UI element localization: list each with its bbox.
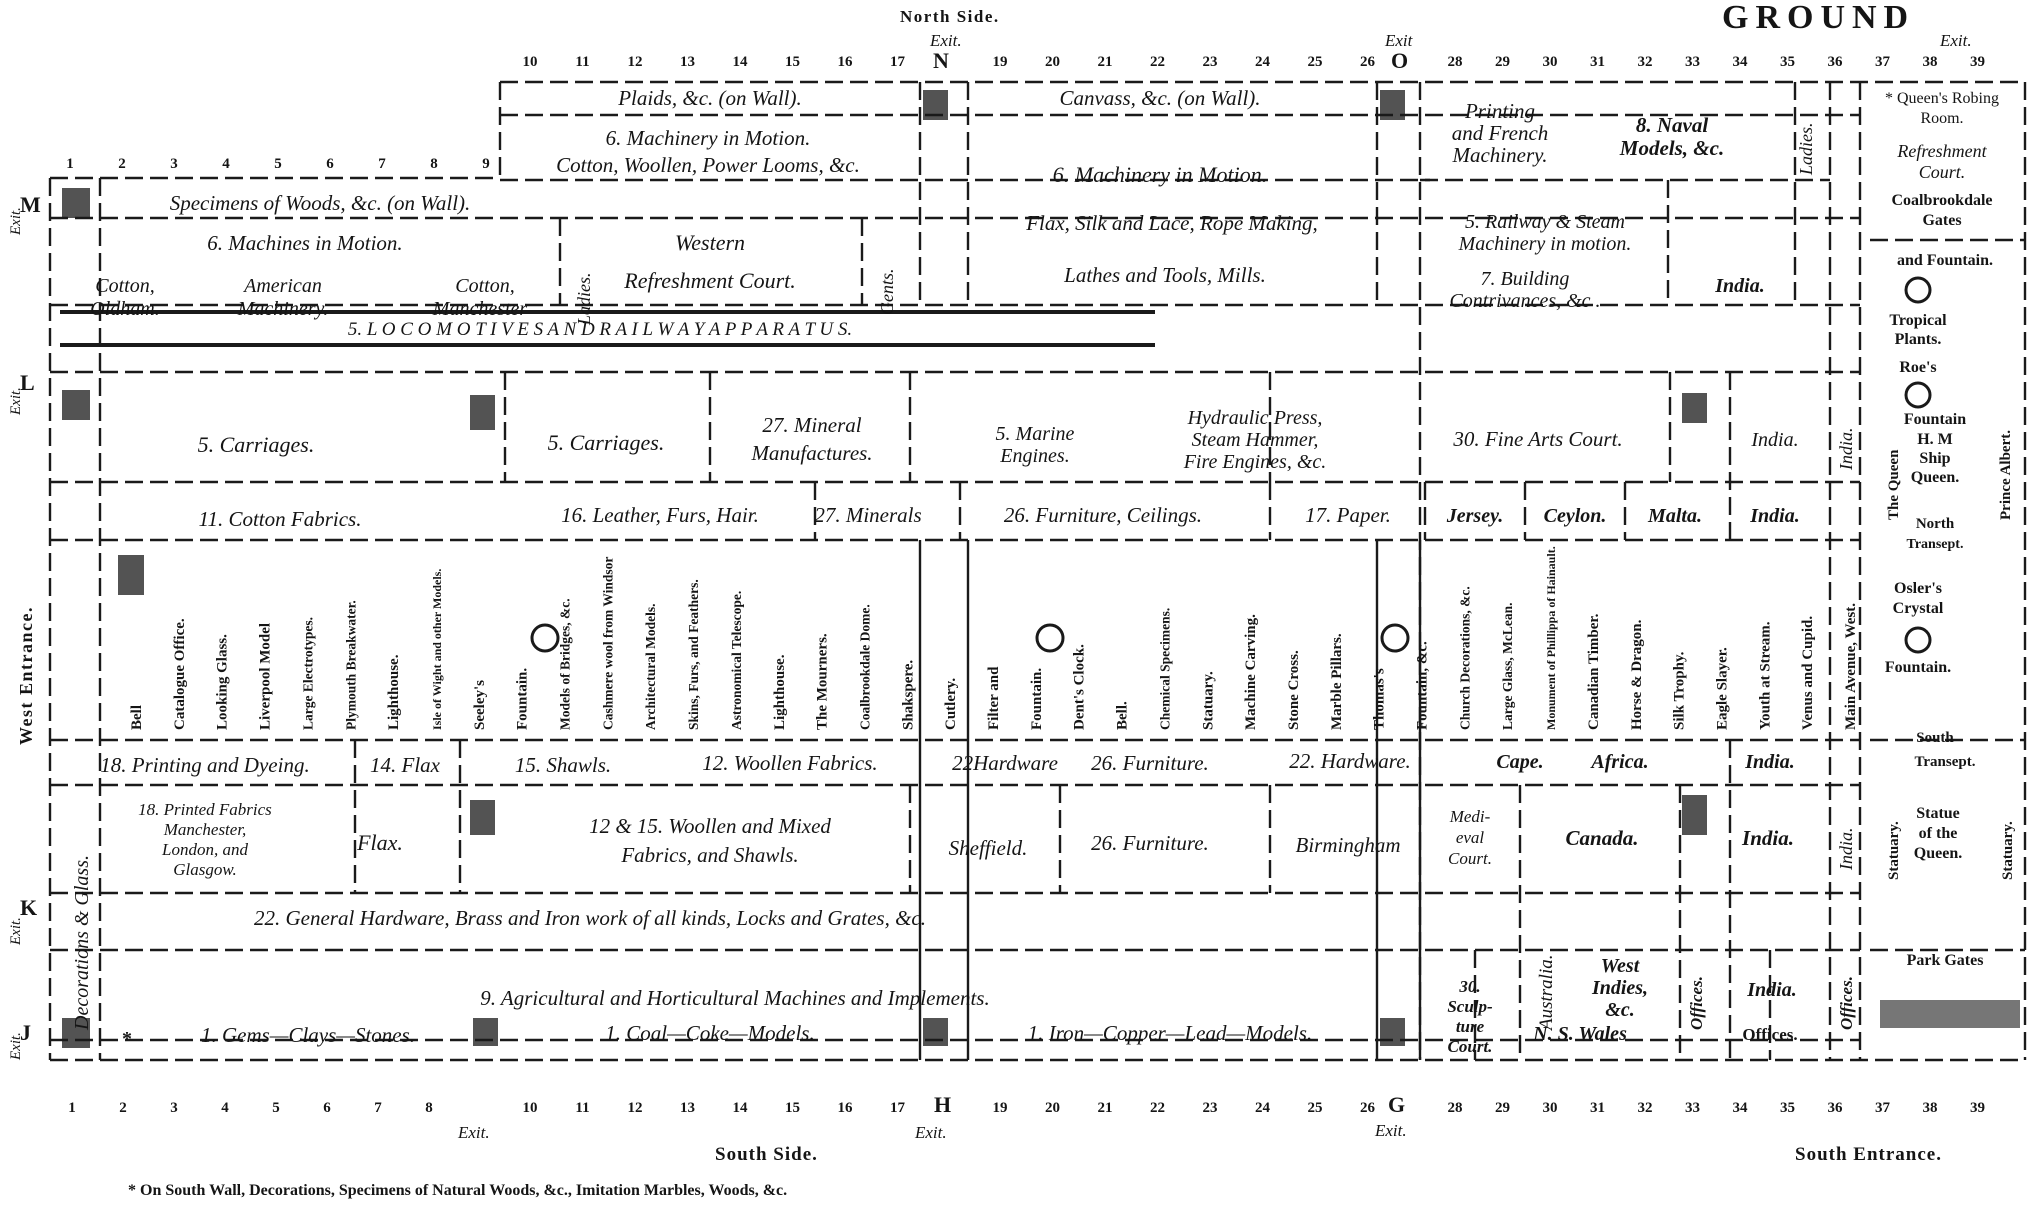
woollen-mixed-label-2: Fabrics, and Shawls. xyxy=(621,843,799,867)
column-number: 22 xyxy=(1150,1100,1165,1116)
offices-label-3: Offices. xyxy=(1742,1025,1798,1044)
column-number: 16 xyxy=(837,1100,853,1116)
general-hardware-label: 22. General Hardware, Brass and Iron work of all kinds, Locks and Grates, &c. xyxy=(254,906,926,930)
west-indies-label-1: West xyxy=(1600,955,1640,977)
nave-exhibit-label: Cutlery. xyxy=(943,677,960,730)
gents-label: Gents. xyxy=(877,268,897,315)
west-entrance-label: West Entrance. xyxy=(16,606,36,745)
column-number: 9 xyxy=(482,156,490,172)
flax-silk-label: Flax, Silk and Lace, Rope Making, xyxy=(1026,211,1318,235)
fine-arts-court-label: 30. Fine Arts Court. xyxy=(1453,427,1623,451)
india-label-6: India. xyxy=(1747,979,1797,1001)
nave-exhibit-label: Fountain. xyxy=(514,667,531,730)
gate-letter-m: M xyxy=(20,192,41,217)
nave-exhibit-label: Skins, Furs, and Feathers. xyxy=(686,579,702,730)
nave-exhibit-labels xyxy=(129,546,1859,730)
column-number: 29 xyxy=(1495,54,1510,70)
roes-label: Roe's xyxy=(1899,359,1937,376)
marine-engines-label-1: 5. Marine xyxy=(995,423,1075,445)
column-number: 3 xyxy=(170,156,178,172)
nave-exhibit-label: Eagle Slayer. xyxy=(1714,647,1731,730)
india-label-2: India. xyxy=(1751,429,1799,451)
nave-exhibit-label: Chemical Specimens. xyxy=(1157,607,1173,730)
american-machinery-label-2: Machinery. xyxy=(237,298,329,320)
india-label-4: India. xyxy=(1745,751,1795,773)
hm-ship-label-1: H. M xyxy=(1917,431,1953,448)
column-number: 16 xyxy=(837,54,853,70)
column-number: 30 xyxy=(1542,1100,1558,1116)
nave-exhibit-label: Lighthouse. xyxy=(386,654,403,730)
robing-room-label-1: * Queen's Robing xyxy=(1885,90,1999,107)
exit-label-south-1: Exit. xyxy=(458,1123,490,1142)
hm-ship-label-2: Ship xyxy=(1919,450,1951,467)
ns-wales-label: N. S. Wales xyxy=(1533,1023,1627,1045)
nave-exhibit-label: Large Glass, McLean. xyxy=(1500,602,1516,730)
stair-block xyxy=(470,800,495,835)
plaids-label: Plaids, &c. (on Wall). xyxy=(618,86,802,110)
exit-label-j: Exit. xyxy=(8,1032,24,1060)
nave-exhibit-label: Large Electrotypes. xyxy=(300,617,316,730)
footnote: * On South Wall, Decorations, Specimens of Natural Woods, &c., Imitation Marbles, Woods, &c. xyxy=(128,1182,788,1199)
nave-exhibit-label: Horse & Dragon. xyxy=(1628,619,1645,730)
column-number: 23 xyxy=(1202,1100,1218,1116)
stair-block xyxy=(1380,1018,1405,1046)
medieval-court-label-3: Court. xyxy=(1448,849,1492,868)
gate-letter-j: J xyxy=(20,1020,31,1045)
column-number: 1 xyxy=(68,1100,76,1116)
column-number: 19 xyxy=(992,54,1008,70)
offices-label-vertical-2: Offices. xyxy=(1837,976,1856,1030)
nave-exhibit-label: Dent's Clock. xyxy=(1071,644,1088,730)
nave-exhibit-label: Youth at Stream. xyxy=(1757,621,1774,730)
gems-label: 1. Gems—Clays—Stones. xyxy=(200,1023,416,1047)
column-number: 34 xyxy=(1732,54,1748,70)
column-number: 19 xyxy=(992,1100,1008,1116)
cotton-manchester-label-2: Manchester xyxy=(432,298,528,320)
printing-dyeing-label: 18. Printing and Dyeing. xyxy=(100,753,310,777)
printed-fabrics-label-4: Glasgow. xyxy=(173,860,237,879)
and-fountain-label: and Fountain. xyxy=(1896,252,1994,269)
column-number: 28 xyxy=(1447,54,1463,70)
column-number: 38 xyxy=(1922,1100,1938,1116)
column-number: 25 xyxy=(1307,54,1323,70)
tropical-plants-label-2: Plants. xyxy=(1894,331,1942,348)
gate-letter-l: L xyxy=(20,370,35,395)
furniture-label-1: 26. Furniture. xyxy=(1091,751,1209,775)
column-number: 4 xyxy=(221,1100,229,1116)
column-number: 35 xyxy=(1780,1100,1795,1116)
column-number: 24 xyxy=(1255,1100,1270,1116)
nave-exhibit-label: Seeley's xyxy=(471,680,488,730)
coalbrookdale-gates-label-2: Gates xyxy=(1922,212,1962,229)
mineral-manufactures-label-2: Manufactures. xyxy=(751,441,873,465)
column-number: 20 xyxy=(1045,54,1060,70)
nave-exhibit-label: Monument of Phillippa of Hainault. xyxy=(1544,546,1558,730)
agricultural-label: 9. Agricultural and Horticultural Machines and Implements. xyxy=(480,986,990,1010)
birmingham-label: Birmingham xyxy=(1295,833,1401,857)
the-queen-label: The Queen xyxy=(1886,449,1902,520)
column-number: 12 xyxy=(627,1100,643,1116)
cotton-oldham-label-2: Oldham. xyxy=(90,298,160,320)
stair-block xyxy=(1682,393,1707,423)
north-transept-label-1: North xyxy=(1915,516,1955,532)
nave-exhibit-label: Bell. xyxy=(1114,701,1131,730)
india-label-5: India. xyxy=(1742,826,1794,850)
gate-letter-h: H xyxy=(934,1092,952,1117)
naval-models-label-1: 8. Naval xyxy=(1635,113,1709,137)
cotton-oldham-label-1: Cotton, xyxy=(95,275,155,297)
fountain-circle xyxy=(1906,628,1930,652)
stair-block xyxy=(470,395,495,430)
column-number: 14 xyxy=(732,1100,748,1116)
stair-block xyxy=(923,1018,948,1046)
column-number: 23 xyxy=(1202,54,1218,70)
column-number: 34 xyxy=(1732,1100,1748,1116)
machinery-motion-label-2: 6. Machinery in Motion. xyxy=(1052,162,1268,187)
hydraulic-press-label-1: Hydraulic Press, xyxy=(1187,407,1323,429)
nave-exhibit-label: Liverpool Model xyxy=(257,622,274,730)
west-gates xyxy=(8,192,41,1061)
nave-exhibit-label: Models of Bridges, &c. xyxy=(557,598,573,730)
india-label-1: India. xyxy=(1715,275,1765,297)
nave-exhibit-label: Bell xyxy=(129,705,145,730)
nave-exhibit-label: Looking Glass. xyxy=(214,634,231,730)
column-number: 7 xyxy=(378,156,386,172)
column-number: 2 xyxy=(118,156,126,172)
decorations-glass-label: Decorations & Glass. xyxy=(71,855,93,1030)
column-number: 13 xyxy=(680,1100,695,1116)
column-number: 21 xyxy=(1097,1100,1113,1116)
australia-label: Australia. xyxy=(1536,954,1557,1030)
nave-exhibit-label: Fountain, &c. xyxy=(1414,641,1431,730)
flax-label-2: Flax. xyxy=(357,830,403,855)
refreshment-court-label-2: Court. xyxy=(1918,162,1966,182)
hm-ship-label-3: Queen. xyxy=(1910,469,1960,486)
column-number: 4 xyxy=(222,156,230,172)
india-label-vertical-1: India. xyxy=(1836,427,1856,470)
column-number: 30 xyxy=(1542,54,1558,70)
column-number: 32 xyxy=(1637,54,1653,70)
cotton-fabrics-label: 11. Cotton Fabrics. xyxy=(198,507,362,531)
column-number: 8 xyxy=(425,1100,433,1116)
column-number: 29 xyxy=(1495,1100,1510,1116)
column-number: 8 xyxy=(430,156,438,172)
south-transept-label-2: Transept. xyxy=(1914,754,1976,770)
building-contrivances-label-2: Contrivances, &c . xyxy=(1449,290,1601,312)
sculpture-court-label-2: Sculp- xyxy=(1447,997,1493,1016)
column-number: 10 xyxy=(522,54,538,70)
printed-fabrics-label-1: 18. Printed Fabrics xyxy=(138,800,272,819)
footer xyxy=(128,1092,1942,1199)
oslers-fountain-label-1: Osler's xyxy=(1894,580,1942,597)
gate-letter-n: N xyxy=(933,48,949,73)
printed-fabrics-label-2: Manchester, xyxy=(163,820,247,839)
nave-exhibit-label: Church Decorations, &c. xyxy=(1457,586,1473,730)
nave-exhibit-label: Statuary. xyxy=(1200,671,1217,730)
nave-exhibit-label: Plymouth Breakwater. xyxy=(343,600,359,730)
nave-exhibit-label: Architectural Models. xyxy=(643,603,659,730)
column-number: 5 xyxy=(274,156,282,172)
column-number: 17 xyxy=(890,1100,905,1116)
nave-exhibit-label: Machine Carving. xyxy=(1243,614,1260,730)
furniture-ceilings-label: 26. Furniture, Ceilings. xyxy=(1003,503,1203,527)
marine-engines-label-2: Engines. xyxy=(1000,445,1070,467)
naval-models-label-2: Models, &c. xyxy=(1619,136,1725,160)
column-number: 21 xyxy=(1097,54,1113,70)
fountain-circle xyxy=(532,625,558,651)
plan-title: GROUND xyxy=(1722,0,1916,36)
medieval-court-label-2: eval xyxy=(1455,828,1485,847)
locomotives-label: 5. L O C O M O T I V E S A N D R A I L W A Y A P P A R A T U S. xyxy=(347,319,853,340)
stair-block xyxy=(62,390,90,420)
south-row-labels xyxy=(71,800,1856,1056)
railway-steam-label-1: 5. Railway & Steam xyxy=(1465,211,1625,233)
exit-label-l: Exit. xyxy=(8,387,24,415)
column-number: 15 xyxy=(785,1100,800,1116)
column-number: 39 xyxy=(1970,54,1985,70)
printing-machinery-label-1: Printing xyxy=(1464,99,1536,123)
printing-machinery-label-3: Machinery. xyxy=(1452,143,1548,167)
fountain-circle xyxy=(1037,625,1063,651)
stair-block xyxy=(62,188,90,218)
column-number: 35 xyxy=(1780,54,1795,70)
west-indies-label-2: Indies, xyxy=(1591,977,1649,999)
column-number: 5 xyxy=(272,1100,280,1116)
nave-exhibit-label: Main Avenue, West. xyxy=(1843,603,1859,730)
leather-furs-label: 16. Leather, Furs, Hair. xyxy=(561,503,759,527)
header xyxy=(900,0,1972,73)
fountain-circle xyxy=(1906,383,1930,407)
stair-block xyxy=(473,1018,498,1046)
column-number: 6 xyxy=(323,1100,331,1116)
nave-exhibit-label: Catalogue Office. xyxy=(171,618,188,730)
hydraulic-press-label-3: Fire Engines, &c. xyxy=(1183,451,1327,473)
printed-fabrics-label-3: London, and xyxy=(162,840,248,859)
cape-label: Cape. xyxy=(1496,751,1544,773)
prince-albert-label: Prince Albert. xyxy=(1998,430,2014,520)
paper-label: 17. Paper. xyxy=(1305,503,1391,527)
woollen-mixed-label-1: 12 & 15. Woollen and Mixed xyxy=(589,814,831,838)
malta-label: Malta. xyxy=(1648,505,1702,527)
coalbrookdale-gates-label-1: Coalbrookdale xyxy=(1891,192,1993,209)
coal-coke-label: 1. Coal—Coke—Models. xyxy=(605,1021,815,1045)
sculpture-court-label-4: Court. xyxy=(1447,1037,1493,1056)
statuary-label-1: Statuary. xyxy=(1886,821,1902,880)
carriage-row-labels xyxy=(198,407,1856,473)
machinery-motion-label-1: 6. Machinery in Motion. xyxy=(605,126,811,150)
column-number: 28 xyxy=(1447,1100,1463,1116)
printing-machinery-label-2: and French xyxy=(1451,121,1549,145)
machinery-motion-detail-1: Cotton, Woollen, Power Looms, &c. xyxy=(556,153,860,177)
avenue-north-labels xyxy=(199,503,1800,531)
column-number: 13 xyxy=(680,54,695,70)
column-number: 22 xyxy=(1150,54,1165,70)
roes-fountain-label: Fountain xyxy=(1903,411,1967,428)
star-marker: * xyxy=(122,1028,132,1050)
column-number: 38 xyxy=(1922,54,1938,70)
exit-label-k: Exit. xyxy=(8,917,24,945)
column-number: 36 xyxy=(1827,1100,1843,1116)
nave-exhibit-label: Filter and xyxy=(986,666,1002,730)
exit-label-south-g: Exit. xyxy=(1375,1121,1407,1140)
ceylon-label: Ceylon. xyxy=(1543,505,1607,527)
column-number: 31 xyxy=(1590,1100,1605,1116)
canvass-label: Canvass, &c. (on Wall). xyxy=(1059,86,1261,110)
transept-labels xyxy=(1885,90,2016,969)
gate-letter-g: G xyxy=(1388,1092,1406,1117)
column-number: 26 xyxy=(1360,54,1375,70)
ladies-label-right: Ladies. xyxy=(1796,122,1816,175)
south-transept-label-1: South xyxy=(1916,730,1954,746)
india-label-vertical-2: India. xyxy=(1836,827,1856,870)
flax-14-label: 14. Flax xyxy=(370,753,440,777)
column-number: 24 xyxy=(1255,54,1270,70)
nave-exhibit-label: Astronomical Telescope. xyxy=(728,590,744,730)
stair-block xyxy=(1880,1000,2020,1028)
oslers-fountain-label-3: Fountain. xyxy=(1884,659,1952,676)
nave-exhibit-label: Canadian Timber. xyxy=(1585,613,1602,730)
nave-exhibit-label: Stone Cross. xyxy=(1286,650,1302,730)
column-number: 1 xyxy=(66,156,74,172)
oslers-fountain-label-2: Crystal xyxy=(1892,600,1944,617)
nave-exhibit-label: Isle of Wight and other Models. xyxy=(429,568,444,730)
specimens-label: Specimens of Woods, &c. (on Wall). xyxy=(169,191,471,215)
american-machinery-label-1: American xyxy=(244,275,322,297)
nave-exhibit-label: Silk Trophy. xyxy=(1671,651,1688,730)
column-number: 14 xyxy=(732,54,748,70)
carriages-label-2: 5. Carriages. xyxy=(547,430,665,455)
nave-exhibit-label: Coalbrookdale Dome. xyxy=(857,604,873,730)
nave-exhibit-label: Thomas's xyxy=(1371,668,1388,730)
hardware-label-2: 22. Hardware. xyxy=(1289,749,1411,773)
stair-block xyxy=(923,90,948,120)
india-label-3: India. xyxy=(1750,505,1800,527)
hydraulic-press-label-2: Steam Hammer, xyxy=(1191,429,1319,451)
medieval-court-label-1: Medi- xyxy=(1449,807,1491,826)
column-number: 11 xyxy=(575,54,590,70)
statuary-label-2: Statuary. xyxy=(2000,821,2016,880)
column-number: 37 xyxy=(1875,54,1890,70)
north-side-label: North Side. xyxy=(900,7,1000,26)
column-number: 39 xyxy=(1970,1100,1985,1116)
woollen-fabrics-label: 12. Woollen Fabrics. xyxy=(702,751,878,775)
exit-label-north-n: Exit. xyxy=(930,31,962,50)
column-number: 33 xyxy=(1685,1100,1700,1116)
shawls-label: 15. Shawls. xyxy=(514,753,612,777)
column-number: 37 xyxy=(1875,1100,1890,1116)
gate-letter-o: O xyxy=(1391,48,1409,73)
column-number: 2 xyxy=(119,1100,127,1116)
stair-block xyxy=(1682,795,1707,835)
column-number: 7 xyxy=(374,1100,382,1116)
exit-label-north-o: Exit xyxy=(1385,31,1413,50)
column-number: 32 xyxy=(1637,1100,1653,1116)
minerals-label: 27. Minerals xyxy=(814,503,922,527)
stair-block xyxy=(1380,90,1405,120)
fountain-circle xyxy=(1906,278,1930,302)
western-refreshment-label-2: Refreshment Court. xyxy=(624,268,796,293)
column-number: 31 xyxy=(1590,54,1605,70)
nave-exhibit-label: Venus and Cupid. xyxy=(1800,615,1817,730)
hardware-22-label: 22Hardware xyxy=(952,751,1058,775)
column-number: 25 xyxy=(1307,1100,1323,1116)
gate-letter-k: K xyxy=(20,895,38,920)
column-number: 20 xyxy=(1045,1100,1060,1116)
statue-queen-label-3: Queen. xyxy=(1913,845,1963,862)
exit-label-north-east: Exit. xyxy=(1940,31,1972,50)
column-number: 6 xyxy=(326,156,334,172)
south-entrance-label: South Entrance. xyxy=(1795,1144,1942,1165)
north-transept-label-2: Transept. xyxy=(1906,537,1964,552)
sheffield-label: Sheffield. xyxy=(948,836,1028,860)
ladies-label: Ladies. xyxy=(574,272,594,325)
column-number: 3 xyxy=(170,1100,178,1116)
column-number: 36 xyxy=(1827,54,1843,70)
lathes-label: Lathes and Tools, Mills. xyxy=(1064,263,1266,287)
nave-exhibit-label: Fountain. xyxy=(1028,667,1045,730)
nave-exhibit-label: Cashmere wool from Windsor xyxy=(600,556,616,730)
column-number: 15 xyxy=(785,54,800,70)
sculpture-court-label-1: 30. xyxy=(1459,977,1481,996)
column-number: 11 xyxy=(575,1100,590,1116)
statue-queen-label-2: of the xyxy=(1918,825,1958,842)
park-gates-label: Park Gates xyxy=(1906,952,1984,969)
fountain-circle xyxy=(1382,625,1408,651)
railway-steam-label-2: Machinery in motion. xyxy=(1458,233,1632,255)
robing-room-label-2: Room. xyxy=(1920,110,1964,127)
africa-label: Africa. xyxy=(1591,751,1649,773)
canada-label: Canada. xyxy=(1565,826,1639,850)
nave-exhibit-label: Marble Pillars. xyxy=(1328,633,1345,730)
south-side-label: South Side. xyxy=(715,1144,818,1165)
nave-exhibit-label: The Mourners. xyxy=(814,633,831,730)
column-number: 17 xyxy=(890,54,905,70)
mineral-manufactures-label-1: 27. Mineral xyxy=(762,413,862,437)
carriages-label-1: 5. Carriages. xyxy=(197,432,315,457)
statue-queen-label-1: Statue xyxy=(1916,805,1960,822)
furniture-label-2: 26. Furniture. xyxy=(1091,831,1209,855)
building-contrivances-label-1: 7. Building xyxy=(1480,268,1570,290)
column-number: 12 xyxy=(627,54,643,70)
western-refreshment-label-1: Western xyxy=(674,230,746,255)
tropical-plants-label-1: Tropical xyxy=(1889,312,1947,329)
refreshment-court-label-1: Refreshment xyxy=(1897,141,1987,161)
iron-copper-label: 1. Iron—Copper—Lead—Models. xyxy=(1027,1021,1313,1045)
exit-label-south-h: Exit. xyxy=(915,1123,947,1142)
offices-label-vertical-1: Offices. xyxy=(1687,976,1706,1030)
sculpture-court-label-3: ture xyxy=(1455,1017,1485,1036)
jersey-label: Jersey. xyxy=(1446,505,1504,527)
machines-motion-label: 6. Machines in Motion. xyxy=(207,231,403,255)
column-number: 10 xyxy=(522,1100,538,1116)
nave-exhibit-label: Lighthouse. xyxy=(771,654,788,730)
exit-label-m: Exit. xyxy=(8,207,24,235)
stair-block xyxy=(118,555,144,595)
column-number: 33 xyxy=(1685,54,1700,70)
column-number: 26 xyxy=(1360,1100,1375,1116)
nave-exhibit-label: Shakspere. xyxy=(900,659,917,730)
cotton-manchester-label-1: Cotton, xyxy=(455,275,515,297)
west-indies-label-3: &c. xyxy=(1605,999,1635,1021)
